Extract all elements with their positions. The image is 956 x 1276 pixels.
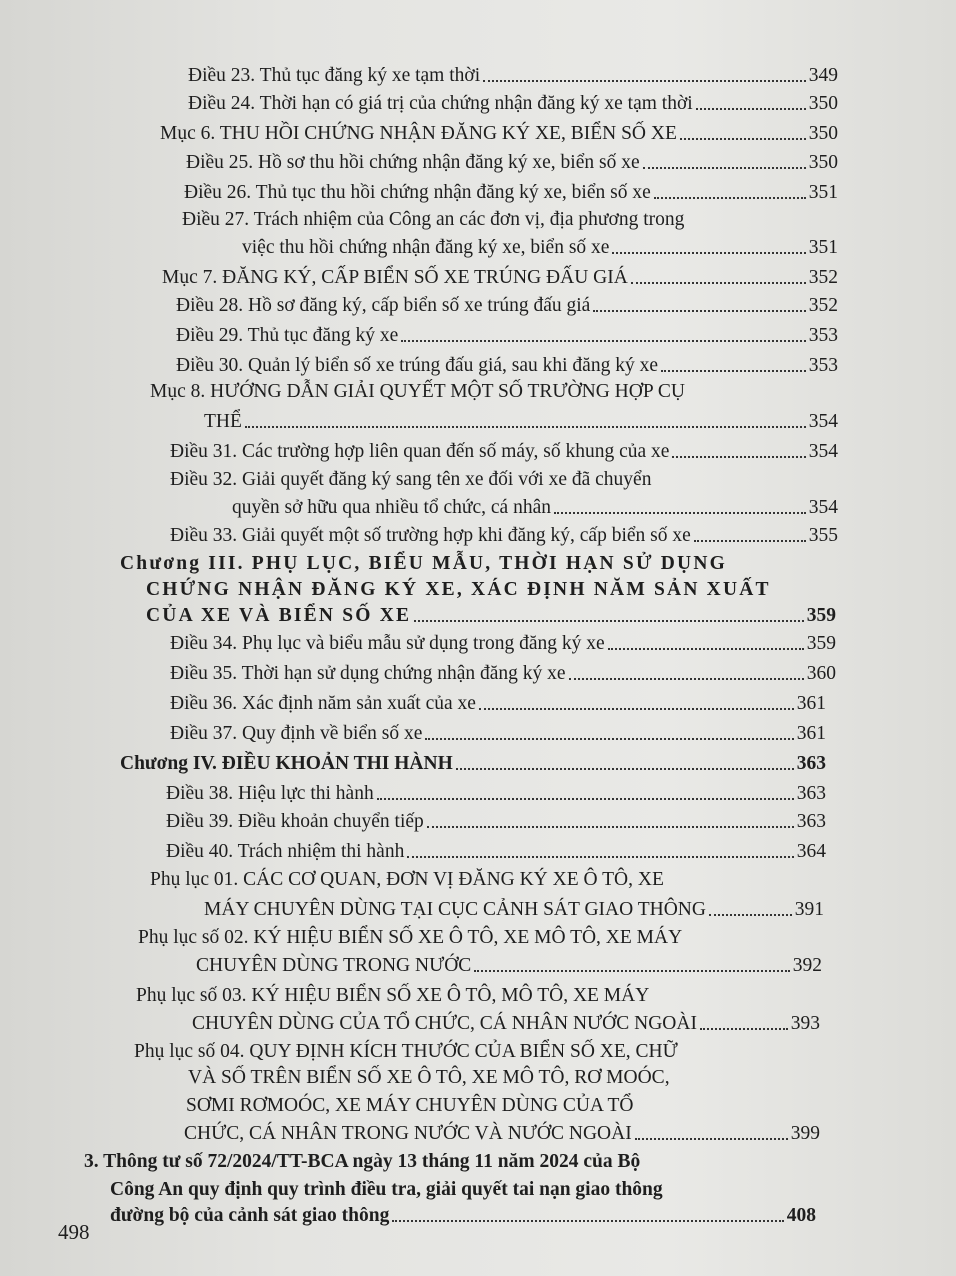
toc-appendix-04[interactable] (184, 1122, 820, 1146)
toc-page-number: 361 (796, 693, 826, 714)
toc-entry-dieu-29[interactable] (176, 324, 838, 348)
toc-appendix-01-line1: Phụ lục 01. CÁC CƠ QUAN, ĐƠN VỊ ĐĂNG KÝ XE Ô TÔ, XE (150, 869, 664, 890)
toc-entry-dieu-36[interactable] (170, 692, 826, 716)
toc-page-number: 351 (808, 237, 838, 258)
toc-page-number: 351 (808, 182, 838, 203)
toc-entry-text: Điều 26. Thủ tục thu hồi chứng nhận đăng ký xe, biển số xe (184, 182, 651, 203)
toc-page-number: 352 (808, 267, 838, 288)
toc-page-number: 353 (808, 355, 838, 376)
toc-entry-text: Điều 29. Thủ tục đăng ký xe (176, 325, 399, 346)
toc-entry-text: việc thu hồi chứng nhận đăng ký xe, biển số xe (242, 237, 610, 258)
toc-appendix-03[interactable] (192, 1012, 820, 1036)
toc-entry-dieu-32-line1: Điều 32. Giải quyết đăng ký sang tên xe đối với xe đã chuyển (170, 469, 652, 490)
toc-entry-text: Điều 25. Hồ sơ thu hồi chứng nhận đăng ký xe, biển số xe (186, 152, 640, 173)
dot-leader (643, 167, 806, 169)
toc-chapter-3[interactable] (146, 604, 836, 628)
toc-entry-dieu-34[interactable] (170, 632, 836, 656)
dot-leader (483, 80, 806, 82)
dot-leader (377, 798, 794, 800)
toc-page-number: 363 (796, 811, 826, 832)
toc-entry-dieu-39[interactable] (166, 810, 826, 834)
toc-entry-text: Mục 7. ĐĂNG KÝ, CẤP BIỂN SỐ XE TRÚNG ĐẤU GIÁ (162, 267, 628, 288)
page-number: 498 (58, 1220, 90, 1244)
toc-page-number: 363 (796, 783, 826, 804)
dot-leader (456, 768, 794, 770)
dot-leader (425, 738, 793, 740)
toc-page-number: 364 (796, 841, 826, 862)
toc-entry-dieu-28[interactable] (176, 294, 838, 318)
toc-entry-dieu-40[interactable] (166, 840, 826, 864)
toc-entry-text: Điều 31. Các trường hợp liên quan đến số máy, số khung của xe (170, 441, 670, 462)
toc-entry-text: Điều 23. Thủ tục đăng ký xe tạm thời (188, 65, 481, 86)
toc-entry-muc-6[interactable] (160, 122, 838, 146)
toc-page-number: 392 (792, 955, 822, 976)
toc-item-3[interactable] (110, 1204, 816, 1228)
dot-leader (672, 456, 805, 458)
toc-entry-dieu-23[interactable] (188, 64, 838, 88)
toc-page-number: 350 (808, 123, 838, 144)
dot-leader (593, 310, 805, 312)
toc-entry-text: Điều 24. Thời hạn có giá trị của chứng nhận đăng ký xe tạm thời (188, 93, 693, 114)
dot-leader (245, 426, 806, 428)
toc-appendix-04-line1: Phụ lục số 04. QUY ĐỊNH KÍCH THƯỚC CỦA BIỂN SỐ XE, CHỮ (134, 1041, 678, 1062)
toc-entry-text: MÁY CHUYÊN DÙNG TẠI CỤC CẢNH SÁT GIAO THÔNG (204, 899, 706, 920)
toc-page-number: 361 (796, 723, 826, 744)
toc-page-number: 359 (806, 605, 836, 626)
dot-leader (414, 620, 804, 622)
toc-appendix-01[interactable] (204, 898, 824, 922)
toc-entry-text: Điều 30. Quản lý biển số xe trúng đấu giá, sau khi đăng ký xe (176, 355, 658, 376)
dot-leader (661, 370, 806, 372)
toc-page-number: 360 (806, 663, 836, 684)
dot-leader (474, 970, 789, 972)
toc-item-3-line1: 3. Thông tư số 72/2024/TT-BCA ngày 13 tháng 11 năm 2024 của Bộ (84, 1151, 641, 1172)
toc-page-number: 354 (808, 497, 838, 518)
toc-entry-text: Chương IV. ĐIỀU KHOẢN THI HÀNH (120, 753, 453, 774)
dot-leader (608, 648, 804, 650)
toc-chapter-4[interactable] (120, 752, 826, 776)
toc-entry-muc-7[interactable] (162, 266, 838, 290)
toc-page-number: 353 (808, 325, 838, 346)
toc-entry-text: quyền sở hữu qua nhiều tổ chức, cá nhân (232, 497, 551, 518)
toc-entry-text: Điều 38. Hiệu lực thi hành (166, 783, 374, 804)
toc-entry-text: Điều 33. Giải quyết một số trường hợp khi đăng ký, cấp biển số xe (170, 525, 691, 546)
toc-entry-dieu-25[interactable] (186, 151, 838, 175)
toc-page-number: 349 (808, 65, 838, 86)
toc-entry-text: Điều 36. Xác định năm sản xuất của xe (170, 693, 476, 714)
toc-entry-text: Điều 35. Thời hạn sử dụng chứng nhận đăng ký xe (170, 663, 566, 684)
toc-appendix-04-line2: VÀ SỐ TRÊN BIỂN SỐ XE Ô TÔ, XE MÔ TÔ, RƠ MOÓC, (188, 1067, 670, 1088)
dot-leader (612, 252, 805, 254)
dot-leader (635, 1138, 788, 1140)
toc-entry-dieu-30[interactable] (176, 354, 838, 378)
toc-entry-dieu-24[interactable] (188, 92, 838, 116)
toc-page-number: 408 (786, 1205, 816, 1226)
toc-entry-text: Điều 28. Hồ sơ đăng ký, cấp biển số xe trúng đấu giá (176, 295, 591, 316)
toc-entry-muc-8[interactable] (204, 410, 838, 434)
toc-entry-text: Điều 37. Quy định về biển số xe (170, 723, 423, 744)
toc-page-number: 363 (796, 753, 826, 774)
toc-entry-text: Điều 40. Trách nhiệm thi hành (166, 841, 405, 862)
toc-chapter-3-line1: Chương III. PHỤ LỤC, BIỂU MẪU, THỜI HẠN SỬ DỤNG (120, 553, 727, 574)
toc-entry-dieu-37[interactable] (170, 722, 826, 746)
dot-leader (680, 138, 806, 140)
toc-entry-dieu-26[interactable] (184, 181, 838, 205)
toc-page-number: 350 (808, 152, 838, 173)
toc-page-number: 355 (808, 525, 838, 546)
toc-entry-text: CHUYÊN DÙNG CỦA TỔ CHỨC, CÁ NHÂN NƯỚC NGOÀI (192, 1013, 697, 1034)
toc-entry-dieu-31[interactable] (170, 440, 838, 464)
dot-leader (407, 856, 793, 858)
toc-entry-text: Điều 34. Phụ lục và biểu mẫu sử dụng trong đăng ký xe (170, 633, 605, 654)
dot-leader (479, 708, 794, 710)
toc-page-number: 359 (806, 633, 836, 654)
toc-entry-text: CỦA XE VÀ BIỂN SỐ XE (146, 605, 412, 626)
toc-appendix-02[interactable] (196, 954, 822, 978)
toc-page-number: 399 (790, 1123, 820, 1144)
toc-entry-dieu-38[interactable] (166, 782, 826, 806)
toc-appendix-03-line1: Phụ lục số 03. KÝ HIỆU BIỂN SỐ XE Ô TÔ, MÔ TÔ, XE MÁY (136, 985, 650, 1006)
dot-leader (427, 826, 794, 828)
toc-page-number: 352 (808, 295, 838, 316)
toc-entry-text: CHỨC, CÁ NHÂN TRONG NƯỚC VÀ NƯỚC NGOÀI (184, 1123, 632, 1144)
toc-chapter-3-line2: CHỨNG NHẬN ĐĂNG KÝ XE, XÁC ĐỊNH NĂM SẢN XUẤT (146, 579, 771, 600)
dot-leader (696, 108, 806, 110)
toc-entry-text: THỂ (204, 411, 242, 432)
toc-entry-text: CHUYÊN DÙNG TRONG NƯỚC (196, 955, 472, 976)
toc-appendix-02-line1: Phụ lục số 02. KÝ HIỆU BIỂN SỐ XE Ô TÔ, XE MÔ TÔ, XE MÁY (138, 927, 683, 948)
dot-leader (694, 540, 806, 542)
toc-page-number: 354 (808, 411, 838, 432)
dot-leader (700, 1028, 788, 1030)
toc-page-number: 354 (808, 441, 838, 462)
toc-page-number: 391 (794, 899, 824, 920)
toc-entry-dieu-27-line1: Điều 27. Trách nhiệm của Công an các đơn vị, địa phương trong (182, 209, 685, 230)
dot-leader (392, 1220, 783, 1222)
dot-leader (569, 678, 804, 680)
toc-entry-text: Mục 6. THU HỒI CHỨNG NHẬN ĐĂNG KÝ XE, BIỂN SỐ XE (160, 123, 677, 144)
toc-page-number: 350 (808, 93, 838, 114)
toc-entry-dieu-33[interactable] (170, 524, 838, 548)
toc-appendix-04-line3: SƠMI RƠMOÓC, XE MÁY CHUYÊN DÙNG CỦA TỔ (186, 1095, 634, 1116)
toc-entry-text: đường bộ của cảnh sát giao thông (110, 1205, 390, 1226)
dot-leader (654, 197, 806, 199)
toc-item-3-line2: Công An quy định quy trình điều tra, giải quyết tai nạn giao thông (110, 1179, 663, 1200)
dot-leader (554, 512, 806, 514)
toc-entry-dieu-32[interactable] (232, 496, 838, 520)
toc-entry-dieu-27[interactable] (242, 236, 838, 260)
dot-leader (401, 340, 806, 342)
toc-page-number: 393 (790, 1013, 820, 1034)
dot-leader (709, 914, 792, 916)
toc-entry-muc-8-line1: Mục 8. HƯỚNG DẪN GIẢI QUYẾT MỘT SỐ TRƯỜNG HỢP CỤ (150, 381, 685, 402)
toc-entry-text: Điều 39. Điều khoản chuyển tiếp (166, 811, 424, 832)
dot-leader (631, 282, 806, 284)
toc-entry-dieu-35[interactable] (170, 662, 836, 686)
